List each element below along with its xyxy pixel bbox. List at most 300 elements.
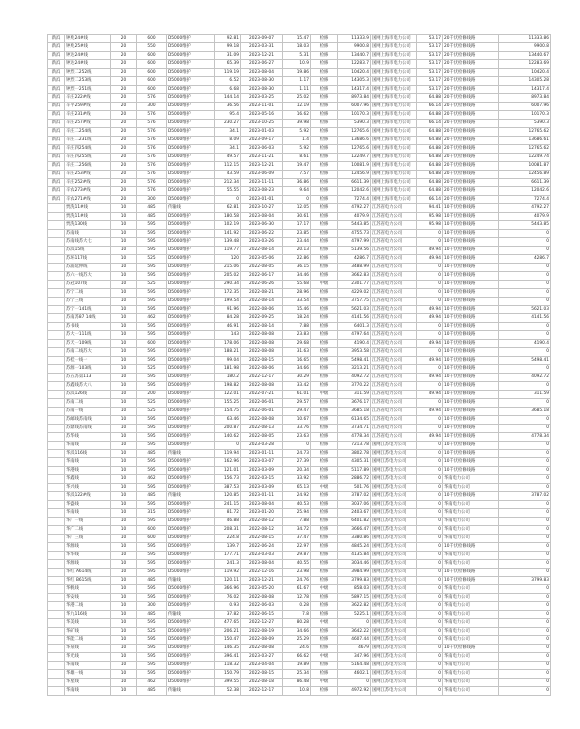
cell-total: 0 [499, 568, 551, 576]
cell-area [48, 390, 65, 398]
cell-price: 6.68 [215, 85, 241, 93]
cell-hours: 10.9 [283, 60, 311, 68]
cell-price: 119.92 [215, 568, 241, 576]
cell-model: D5000维护 [167, 636, 215, 644]
cell-total: 3787.02 [499, 492, 551, 500]
cell-type: 中级 [311, 653, 338, 661]
cell-length: 300 [137, 102, 167, 110]
cell-rate: 64.88 [417, 136, 443, 144]
cell-voltage: 20 [111, 145, 137, 153]
cell-unit: 江苏省电力公司 [371, 297, 417, 305]
cell-type: 检修 [311, 568, 338, 576]
cell-line: 辛庄四254线 [65, 145, 111, 153]
cell-voltage: 10 [111, 678, 137, 686]
cell-voltage: 10 [111, 289, 137, 297]
cell-date: 2022-06-26 [241, 280, 283, 288]
cell-rate: 49.94 [417, 255, 443, 263]
table-row [48, 85, 551, 93]
table-row [48, 145, 551, 153]
cell-line: 钟烈二252线 [65, 68, 111, 76]
cell-date: 2022-08-13 [241, 424, 283, 432]
cell-area: 新浜 [48, 85, 65, 93]
cell-area [48, 670, 65, 678]
cell-unit: 江苏省电力公司 [371, 348, 417, 356]
table-row [48, 221, 551, 229]
cell-length: 600 [137, 68, 167, 76]
cell-area [48, 687, 65, 695]
cell-length: 576 [137, 145, 167, 153]
cell-length: 595 [137, 466, 167, 474]
cell-type: 检修 [311, 136, 338, 144]
cell-price: 62.81 [215, 204, 241, 212]
table-row [48, 636, 551, 644]
cell-category: 10千伏检修线路 [443, 331, 499, 339]
cell-length: 595 [137, 661, 167, 669]
table-row [48, 162, 551, 170]
table-row [48, 178, 551, 186]
cell-length: 595 [137, 560, 167, 568]
cell-hours: 23.98 [283, 568, 311, 576]
cell-type: 检修 [311, 170, 338, 178]
cell-date: 2022-12-17 [241, 687, 283, 695]
cell-line: 华南线 [65, 458, 111, 466]
cell-voltage: 10 [111, 348, 137, 356]
cell-amount: 3953.58 [338, 348, 371, 356]
cell-length: 485 [137, 212, 167, 220]
cell-hours: 12.19 [283, 102, 311, 110]
cell-category: 华南电力公司 [443, 619, 499, 627]
cell-type: 检修 [311, 644, 338, 652]
cell-area [48, 238, 65, 246]
cell-rate: 0 [417, 560, 443, 568]
cell-type: 检修 [311, 475, 338, 483]
cell-model: D5000维护 [167, 102, 215, 110]
cell-total: 4286.7 [499, 255, 551, 263]
cell-rate: 64.88 [417, 128, 443, 136]
cell-area [48, 348, 65, 356]
cell-price: 387.53 [215, 483, 241, 491]
cell-category: 20千伏检修线路 [443, 35, 499, 43]
cell-category: 华南电力公司 [443, 585, 499, 593]
cell-hours: 18.03 [283, 43, 311, 51]
cell-voltage: 20 [111, 128, 137, 136]
cell-hours: 10.67 [283, 416, 311, 424]
cell-price: 55.55 [215, 187, 241, 195]
cell-line: 华源线 [65, 543, 111, 551]
cell-voltage: 10 [111, 500, 137, 508]
cell-line: 贾洗130线 [65, 221, 111, 229]
cell-voltage: 20 [111, 43, 137, 51]
cell-model: D5000维护 [167, 433, 215, 441]
cell-area [48, 560, 65, 568]
cell-unit: 江苏省电力公司 [371, 238, 417, 246]
cell-hours: 23.83 [283, 331, 311, 339]
cell-hours: 30.29 [283, 373, 311, 381]
cell-length: 600 [137, 339, 167, 347]
cell-line: 钟烈二253线 [65, 77, 111, 85]
cell-model: D5000维护 [167, 593, 215, 601]
cell-area [48, 246, 65, 254]
cell-rate: 0 [417, 382, 443, 390]
cell-amount: 2403.67 [338, 509, 371, 517]
cell-price: 120.85 [215, 492, 241, 500]
cell-category: 10千伏检修线路 [443, 543, 499, 551]
cell-category: 10千伏检修线路 [443, 289, 499, 297]
cell-line: 苏源一103线 [65, 365, 111, 373]
cell-category: 10千伏检修线路 [443, 365, 499, 373]
cell-hours: 16.65 [283, 356, 311, 364]
cell-area [48, 492, 65, 500]
cell-type: 检修 [311, 670, 338, 678]
cell-model: D5000维护 [167, 119, 215, 127]
cell-area [48, 255, 65, 263]
table-row [48, 653, 551, 661]
cell-line: 苏环117线 [65, 255, 111, 263]
cell-total: 0 [499, 280, 551, 288]
cell-area [48, 289, 65, 297]
cell-price: 399.55 [215, 678, 241, 686]
cell-model: D5000维护 [167, 178, 215, 186]
cell-length: 595 [137, 585, 167, 593]
cell-date: 2022-06-15 [241, 610, 283, 618]
cell-length: 576 [137, 119, 167, 127]
cell-amount: 5139.56 [338, 246, 371, 254]
cell-date: 2022-08-05 [241, 263, 283, 271]
cell-hours: 34.46 [283, 272, 311, 280]
cell-unit: 江苏省电力公司 [371, 204, 417, 212]
cell-line: 钟烈一251线 [65, 85, 111, 93]
cell-type: 检修 [311, 212, 338, 220]
cell-price: 34.1 [215, 128, 241, 136]
cell-unit: 国网上海市电力公司 [371, 162, 417, 170]
cell-model: D5000维护 [167, 509, 215, 517]
cell-total: 0 [499, 644, 551, 652]
cell-amount: 3734.71 [338, 424, 371, 432]
cell-line: 辛庄231#线 [65, 111, 111, 119]
cell-line: 苏桂一线一 [65, 356, 111, 364]
cell-category: 10千伏检修线路 [443, 424, 499, 432]
cell-type: 中级 [311, 585, 338, 593]
cell-unit: 江苏省电力公司 [371, 263, 417, 271]
cell-model: D5000维护 [167, 560, 215, 568]
cell-model: D5000维护 [167, 289, 215, 297]
cell-amount: 14305.3 [338, 77, 371, 85]
cell-date: 2023-05-20 [241, 585, 283, 593]
cell-rate: 95.98 [417, 221, 443, 229]
cell-price: 0 [215, 195, 241, 203]
cell-date: 2023-01-11 [241, 449, 283, 457]
table-row [48, 551, 551, 559]
cell-model: D5000维护 [167, 246, 215, 254]
cell-voltage: 10 [111, 407, 137, 415]
cell-voltage: 10 [111, 585, 137, 593]
cell-date: 2023-11-01 [241, 102, 283, 110]
cell-type: 检修 [311, 119, 338, 127]
cell-rate: 0 [417, 348, 443, 356]
cell-type: 检修 [311, 399, 338, 407]
cell-line: 华南线 [65, 509, 111, 517]
table-row [48, 77, 551, 85]
cell-rate: 0 [417, 263, 443, 271]
cell-unit: 国网江苏电力公司 [371, 551, 417, 559]
cell-rate: 0 [417, 585, 443, 593]
cell-type: 检修 [311, 128, 338, 136]
cell-date: 2023-10-25 [241, 119, 283, 127]
cell-type: 检修 [311, 255, 338, 263]
cell-model: D5000维护 [167, 238, 215, 246]
cell-area: 新浜 [48, 60, 65, 68]
cell-hours: 0 [283, 441, 311, 449]
cell-date: 2022-06-03 [241, 602, 283, 610]
cell-voltage: 20 [111, 51, 137, 59]
cell-amount: 13686.6 [338, 136, 371, 144]
cell-voltage: 10 [111, 322, 137, 330]
cell-length: 600 [137, 77, 167, 85]
cell-hours: 10.8 [283, 687, 311, 695]
cell-amount: 5117.89 [338, 466, 371, 474]
cell-date: 2023-03-09 [241, 483, 283, 491]
cell-hours: 86.48 [283, 678, 311, 686]
cell-amount: 4190.4 [338, 339, 371, 347]
cell-model: D5000维护 [167, 77, 215, 85]
cell-unit: 国网江苏电力公司 [371, 483, 417, 491]
cell-line: 辛平259#线 [65, 102, 111, 110]
cell-rate: 0 [417, 424, 443, 432]
cell-unit: 国网上海市电力公司 [371, 68, 417, 76]
cell-price: 396.41 [215, 653, 241, 661]
cell-date: 2022-08-21 [241, 289, 283, 297]
cell-category: 华南电力公司 [443, 678, 499, 686]
cell-model: D5000维护 [167, 35, 215, 43]
cell-total: 0 [499, 509, 551, 517]
cell-type: 检修 [311, 178, 338, 186]
cell-line: 苏鑫线苏大八 [65, 382, 111, 390]
cell-area [48, 331, 65, 339]
cell-line: 苏邮线苏南线 [65, 416, 111, 424]
cell-voltage: 10 [111, 449, 137, 457]
cell-price: 181.98 [215, 365, 241, 373]
cell-voltage: 10 [111, 577, 137, 585]
table-row [48, 322, 551, 330]
cell-voltage: 20 [111, 35, 137, 43]
cell-area [48, 356, 65, 364]
cell-area [48, 593, 65, 601]
cell-amount: 12456.9 [338, 170, 371, 178]
cell-amount: 3213.21 [338, 365, 371, 373]
cell-price: 118.32 [215, 661, 241, 669]
cell-price: 199.54 [215, 297, 241, 305]
cell-hours: 20.13 [283, 246, 311, 254]
cell-area [48, 577, 65, 585]
cell-length: 576 [137, 153, 167, 161]
cell-type: 检修 [311, 441, 338, 449]
cell-date: 2022-08-08 [241, 644, 283, 652]
cell-rate: 0 [417, 678, 443, 686]
cell-total: 0 [499, 475, 551, 483]
cell-rate: 0 [417, 416, 443, 424]
cell-length: 485 [137, 687, 167, 695]
cell-rate: 49.94 [417, 306, 443, 314]
cell-type: 检修 [311, 246, 338, 254]
cell-type: 检修 [311, 322, 338, 330]
cell-rate: 0 [417, 610, 443, 618]
cell-unit: 国网江苏电力公司 [371, 475, 417, 483]
cell-model: D5000维护 [167, 297, 215, 305]
cell-area [48, 568, 65, 576]
cell-unit: 国网江苏电力公司 [371, 619, 417, 627]
cell-rate: 0 [417, 466, 443, 474]
cell-line: 华美线 [65, 619, 111, 627]
cell-type: 检修 [311, 526, 338, 534]
cell-unit: 国网江苏电力公司 [371, 602, 417, 610]
cell-model: D5000维护 [167, 68, 215, 76]
cell-model: D5000维护 [167, 543, 215, 551]
cell-amount: 12765.6 [338, 128, 371, 136]
cell-total: 12249.74 [499, 153, 551, 161]
cell-type: 检修 [311, 153, 338, 161]
cell-line: 辛庄222#线 [65, 94, 111, 102]
cell-voltage: 20 [111, 178, 137, 186]
cell-price: 180.2 [215, 373, 241, 381]
cell-total: 0 [499, 670, 551, 678]
cell-voltage: 10 [111, 466, 137, 474]
cell-price: 0.93 [215, 602, 241, 610]
cell-category: 20千伏检修线路 [443, 153, 499, 161]
cell-hours: 19.86 [283, 68, 311, 76]
cell-amount: 4792.27 [338, 204, 371, 212]
cell-unit: 江苏省电力公司 [371, 433, 417, 441]
cell-line: 辛农271#线 [65, 195, 111, 203]
cell-date: 2022-08-08 [241, 382, 283, 390]
cell-category: 10千伏检修线路 [443, 390, 499, 398]
cell-price: 143 [215, 331, 241, 339]
cell-category: 20千伏检修线路 [443, 111, 499, 119]
cell-area: 新浜 [48, 162, 65, 170]
cell-voltage: 20 [111, 68, 137, 76]
cell-length: 595 [137, 551, 167, 559]
cell-amount: 0 [338, 678, 371, 686]
table-row [48, 416, 551, 424]
cell-length: 600 [137, 51, 167, 59]
cell-total: 0 [499, 424, 551, 432]
cell-price: 119.19 [215, 68, 241, 76]
cell-amount: 14317.4 [338, 85, 371, 93]
cell-rate: 53.17 [417, 60, 443, 68]
cell-amount: 347.96 [338, 653, 371, 661]
cell-length: 595 [137, 670, 167, 678]
cell-area [48, 661, 65, 669]
cell-type: 检修 [311, 348, 338, 356]
table-row [48, 68, 551, 76]
cell-area [48, 263, 65, 271]
cell-line: 华帆线 [65, 585, 111, 593]
cell-amount: 2301.77 [338, 280, 371, 288]
cell-line: 辛庄252#线 [65, 178, 111, 186]
table-row [48, 43, 551, 51]
cell-voltage: 10 [111, 356, 137, 364]
cell-category: 20千伏检修线路 [443, 43, 499, 51]
table-row [48, 153, 551, 161]
cell-unit: 江苏省电力公司 [371, 314, 417, 322]
cell-price: 92.81 [215, 35, 241, 43]
cell-line: 贾洗11#线 [65, 204, 111, 212]
cell-area [48, 602, 65, 610]
table-row [48, 102, 551, 110]
cell-voltage: 20 [111, 153, 137, 161]
cell-unit: 国网江苏电力公司 [371, 577, 417, 585]
cell-model: 传输线 [167, 687, 215, 695]
cell-rate: 49.94 [417, 433, 443, 441]
cell-area [48, 322, 65, 330]
cell-total: 0 [499, 585, 551, 593]
cell-unit: 国网江苏电力公司 [371, 492, 417, 500]
cell-amount: 3787.02 [338, 492, 371, 500]
cell-date: 2023-01-11 [241, 492, 283, 500]
cell-price: 8.09 [215, 136, 241, 144]
cell-type: 中级 [311, 619, 338, 627]
table-row [48, 229, 551, 237]
cell-total: 0 [499, 500, 551, 508]
cell-unit: 江苏省电力公司 [371, 390, 417, 398]
cell-line: 苏大一111线 [65, 331, 111, 339]
cell-amount: 3984.99 [338, 568, 371, 576]
cell-total: 0 [499, 399, 551, 407]
cell-date: 2023-09-17 [241, 136, 283, 144]
cell-unit: 国网上海市电力公司 [371, 111, 417, 119]
cell-voltage: 10 [111, 212, 137, 220]
cell-category: 华南电力公司 [443, 517, 499, 525]
cell-unit: 国网上海市电力公司 [371, 187, 417, 195]
cell-line: 辛庄253#线 [65, 170, 111, 178]
cell-voltage: 20 [111, 77, 137, 85]
cell-date: 2022-08-08 [241, 416, 283, 424]
cell-date: 2022-08-15 [241, 534, 283, 542]
cell-amount: 4141.56 [338, 314, 371, 322]
cell-date: 2023-10-27 [241, 204, 283, 212]
cell-hours: 33.92 [283, 475, 311, 483]
cell-voltage: 10 [111, 661, 137, 669]
cell-amount: 3770.22 [338, 382, 371, 390]
cell-area [48, 339, 65, 347]
cell-unit: 国网上海市电力公司 [371, 195, 417, 203]
cell-model: D5000维护 [167, 526, 215, 534]
cell-amount: 4778.34 [338, 433, 371, 441]
cell-line: 华鑫线 [65, 475, 111, 483]
cell-hours: 55.68 [283, 280, 311, 288]
cell-length: 600 [137, 85, 167, 93]
cell-line: 苏冠107线 [65, 280, 111, 288]
cell-hours: 28.96 [283, 289, 311, 297]
cell-voltage: 20 [111, 102, 137, 110]
cell-model: D5000维护 [167, 390, 215, 398]
table-row [48, 356, 551, 364]
cell-hours: 25.29 [283, 636, 311, 644]
cell-model: D5000维护 [167, 51, 215, 59]
cell-voltage: 10 [111, 331, 137, 339]
cell-voltage: 10 [111, 543, 137, 551]
table-row [48, 458, 551, 466]
cell-unit: 江苏省电力公司 [371, 255, 417, 263]
cell-model: D5000维护 [167, 661, 215, 669]
cell-total: 4141.56 [499, 314, 551, 322]
cell-total: 0 [499, 441, 551, 449]
cell-area [48, 526, 65, 534]
cell-model: 传输线 [167, 577, 215, 585]
cell-line: 华南线 [65, 441, 111, 449]
cell-category: 10千伏检修线路 [443, 339, 499, 347]
table-row [48, 585, 551, 593]
cell-type: 检修 [311, 221, 338, 229]
